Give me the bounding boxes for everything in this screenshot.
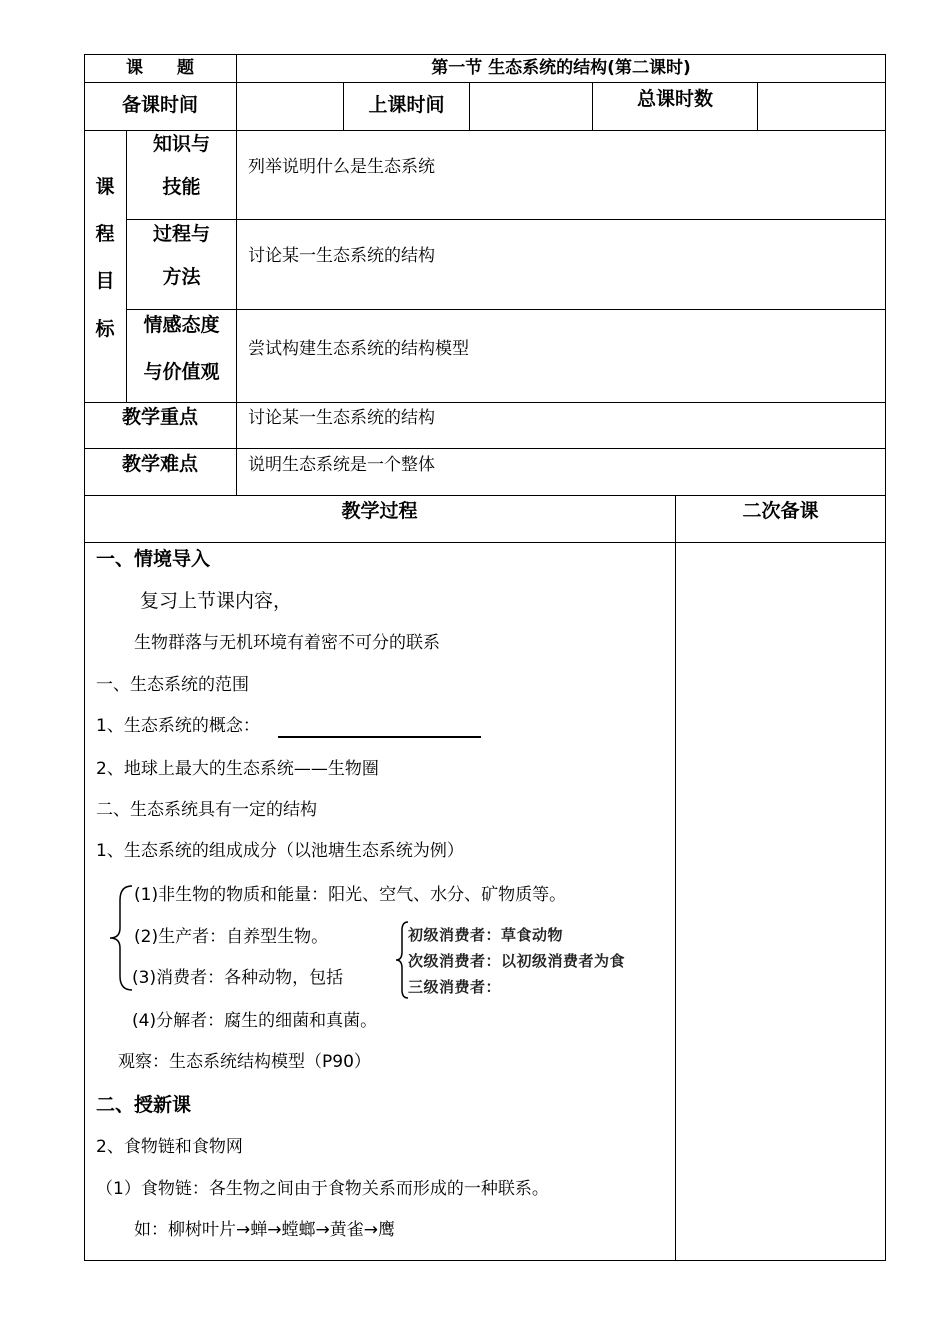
body-text: 观察：生态系统结构模型（P90） bbox=[118, 1052, 371, 1072]
objective-content: 尝试构建生态系统的结构模型 bbox=[248, 339, 469, 359]
body-text: 一、生态系统的范围 bbox=[96, 675, 249, 695]
column-divider bbox=[236, 54, 237, 495]
column-divider bbox=[469, 82, 470, 130]
fill-in-blank bbox=[278, 736, 481, 738]
body-text: 1、生态系统的组成成分（以池塘生态系统为例） bbox=[96, 841, 464, 861]
objectives-side-label-char: 程 bbox=[95, 223, 115, 245]
row-divider bbox=[84, 402, 885, 403]
objective-label: 方法 bbox=[162, 266, 201, 288]
total-hours-label: 总课时数 bbox=[636, 88, 713, 110]
row-divider bbox=[126, 309, 885, 310]
objective-label: 与价值观 bbox=[143, 361, 220, 383]
row-divider bbox=[126, 219, 885, 220]
teaching-process-header: 教学过程 bbox=[341, 500, 418, 522]
section-heading: 一、情境导入 bbox=[96, 548, 211, 570]
key-points-label: 教学重点 bbox=[121, 406, 198, 428]
row-divider bbox=[84, 495, 885, 496]
second-prep-header: 二次备课 bbox=[742, 500, 819, 522]
body-text: （1）食物链：各生物之间由于食物关系而形成的一种联系。 bbox=[96, 1179, 549, 1199]
component-item: (2)生产者：自养型生物。 bbox=[134, 927, 329, 947]
body-text: 复习上节课内容， bbox=[140, 590, 293, 612]
body-text: 生物群落与无机环境有着密不可分的联系 bbox=[134, 633, 440, 653]
body-text: 二、生态系统具有一定的结构 bbox=[96, 800, 317, 820]
row-divider bbox=[84, 448, 885, 449]
topic-label: 课 题 bbox=[126, 58, 194, 78]
topic-value: 第一节 生态系统的结构(第二课时) bbox=[431, 58, 691, 78]
objective-label: 情感态度 bbox=[143, 314, 220, 336]
objectives-side-label-char: 目 bbox=[95, 270, 115, 292]
component-item: (4)分解者：腐生的细菌和真菌。 bbox=[132, 1011, 378, 1031]
objective-content: 列举说明什么是生态系统 bbox=[248, 157, 435, 177]
column-divider bbox=[757, 82, 758, 130]
body-text: 如：柳树叶片→蝉→螳螂→黄雀→鹰 bbox=[134, 1220, 395, 1240]
row-divider bbox=[84, 130, 885, 131]
consumer-level: 初级消费者：草食动物 bbox=[408, 926, 564, 944]
objective-content: 讨论某一生态系统的结构 bbox=[248, 246, 435, 266]
body-text: 2、食物链和食物网 bbox=[96, 1137, 243, 1157]
objectives-side-label-char: 标 bbox=[95, 318, 115, 340]
row-divider bbox=[84, 82, 885, 83]
lesson-plan-sheet bbox=[84, 54, 885, 1260]
objectives-side-label-char: 课 bbox=[95, 176, 115, 198]
section-heading: 二、授新课 bbox=[96, 1094, 192, 1116]
row-divider bbox=[84, 542, 885, 543]
column-divider bbox=[675, 495, 676, 1260]
objective-label: 过程与 bbox=[152, 223, 210, 245]
body-text: 1、生态系统的概念： bbox=[96, 716, 260, 736]
class-time-label: 上课时间 bbox=[368, 94, 445, 116]
consumer-level: 次级消费者：以初级消费者为食 bbox=[408, 952, 626, 970]
difficulties-content: 说明生态系统是一个整体 bbox=[248, 455, 435, 475]
consumer-level: 三级消费者： bbox=[408, 978, 502, 996]
component-item: (1)非生物的物质和能量：阳光、空气、水分、矿物质等。 bbox=[134, 885, 567, 905]
component-item: (3)消费者：各种动物，包括 bbox=[132, 968, 344, 988]
objective-label: 知识与 bbox=[152, 133, 210, 155]
objective-label: 技能 bbox=[162, 176, 201, 198]
key-points-content: 讨论某一生态系统的结构 bbox=[248, 408, 435, 428]
difficulties-label: 教学难点 bbox=[121, 453, 198, 475]
body-text: 2、地球上最大的生态系统——生物圈 bbox=[96, 759, 379, 779]
column-divider bbox=[126, 130, 127, 402]
prep-time-label: 备课时间 bbox=[121, 94, 198, 116]
